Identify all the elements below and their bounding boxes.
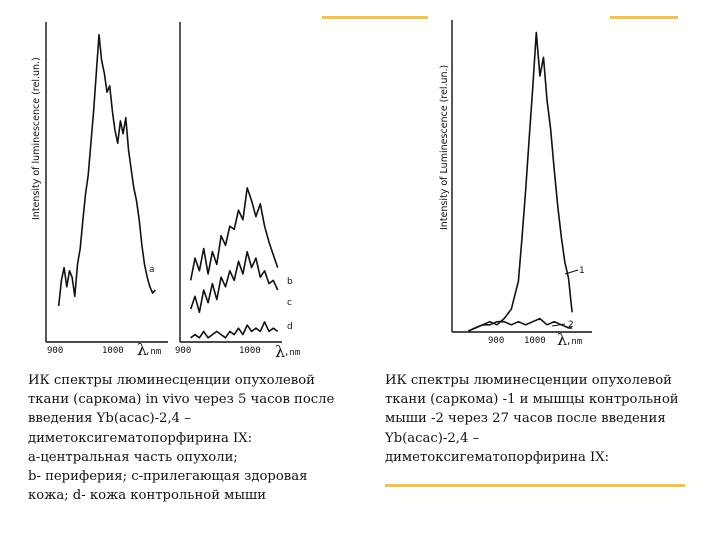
left-caption-line: введения Yb(acac)-2,4 – (28, 411, 191, 427)
right-caption-line: Yb(acac)-2,4 – (385, 430, 480, 446)
curve-label-1: 1 (579, 266, 585, 276)
left-caption-line: ткани (саркома) in vivo через 5 часов после (28, 392, 335, 408)
left-caption-line: кожа; d- кожа контрольной мыши (28, 488, 266, 504)
chart-12-tick-900: 900 (488, 336, 505, 346)
right-caption-line: мыши -2 через 27 часов после введения (385, 411, 666, 427)
chart-a-tick-1000: 1000 (102, 346, 124, 356)
right-caption-line: диметоксигематопорфирина IX: (385, 449, 610, 465)
chart-a-x-unit: ,nm (145, 347, 162, 357)
left-caption-line: диметоксигематопорфирина IX: (28, 430, 253, 446)
left-caption-line: b- периферия; с-прилегающая здоровая (28, 469, 308, 485)
curve-label-c: c (287, 298, 292, 308)
chart-bcd-x-label: λ (275, 342, 286, 361)
curve-label-2: 2 (568, 320, 574, 330)
left-caption (28, 371, 334, 505)
chart-12-y-label: Intensity of Luminescence (rel.un.) (439, 64, 450, 230)
chart-bcd-tick-900: 900 (175, 346, 192, 356)
curve-label-d: d (287, 322, 293, 332)
right-caption (385, 371, 679, 467)
chart-bcd-tick-1000: 1000 (239, 346, 261, 356)
curve-label-a: a (149, 265, 155, 275)
series-line-a (59, 35, 156, 306)
right-caption-line: ИК спектры люминесценции опухолевой (385, 373, 672, 388)
series-line-d (191, 322, 278, 338)
right-caption-line: ткани (саркома) -1 и мышцы контрольной (385, 392, 679, 408)
chart-bcd-x-unit: ,nm (284, 348, 301, 358)
chart-12-tick-1000: 1000 (524, 336, 546, 346)
left-caption-line: ИК спектры люминесценции опухолевой (28, 373, 315, 388)
chart-a-tick-900: 900 (47, 346, 64, 356)
left-caption-line: а-центральная часть опухоли; (28, 449, 238, 465)
series-line-1 (468, 32, 572, 331)
chart-12-x-label: λ (557, 330, 568, 349)
series-line-c (191, 252, 278, 313)
chart-12-x-unit: ,nm (566, 337, 583, 347)
curve-label-b: b (287, 277, 293, 287)
chart-a-y-label: Intensity of luminescence (rel.un.) (31, 57, 42, 220)
series-line-b (191, 188, 278, 281)
chart-a-x-label: λ (137, 340, 148, 359)
